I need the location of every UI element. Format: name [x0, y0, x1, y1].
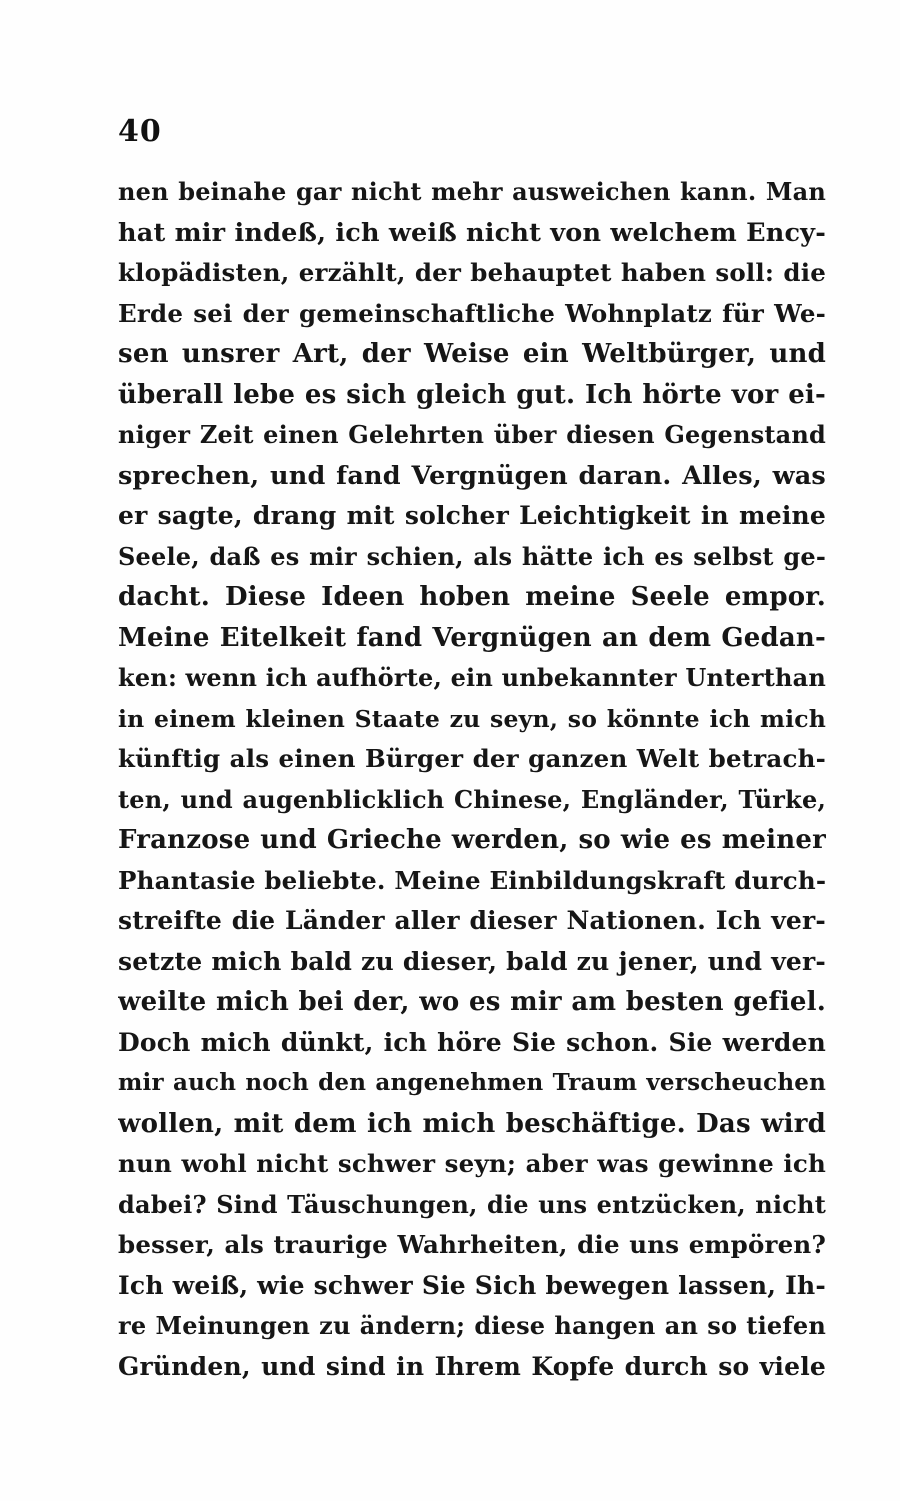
text-line: sprechen, und fand Vergnügen daran. Alles, was: [118, 460, 826, 491]
text-line: setzte mich bald zu dieser, bald zu jener, und ver-: [118, 946, 826, 976]
body-text: [118, 172, 826, 1387]
text-line: hat mir indeß, ich weiß nicht von welchem Ency-: [118, 217, 826, 248]
text-line: Seele, daß es mir schien, als hätte ich es selbst ge-: [118, 541, 826, 571]
text-line: streifte die Länder aller dieser Nationen. Ich ver-: [118, 906, 826, 935]
text-line: ten, und augenblicklich Chinese, Engländer, Türke,: [118, 784, 826, 814]
text-line: dacht. Diese Ideen hoben meine Seele empor.: [118, 582, 826, 612]
text-line: Franzose und Grieche werden, so wie es meiner: [118, 825, 826, 855]
text-line: Phantasie beliebte. Meine Einbildungskraft durch-: [118, 865, 826, 895]
text-line: dabei? Sind Täuschungen, die uns entzücken, nicht: [118, 1189, 826, 1219]
text-line: besser, als traurige Wahrheiten, die uns empören?: [118, 1230, 826, 1259]
text-line: re Meinungen zu ändern; diese hangen an so tiefen: [118, 1311, 826, 1340]
text-line: wollen, mit dem ich mich beschäftige. Das wird: [118, 1108, 826, 1139]
text-line: nen beinahe gar nicht mehr ausweichen kann. Man: [118, 177, 826, 206]
text-line: künftig als einen Bürger der ganzen Welt betrach-: [118, 744, 826, 773]
text-line: Ich weiß, wie schwer Sie Sich bewegen lassen, Ih-: [118, 1270, 826, 1300]
text-line: Gründen, und sind in Ihrem Kopfe durch so viele: [118, 1351, 826, 1381]
page-number: 40: [118, 114, 162, 149]
text-line: weilte mich bei der, wo es mir am besten gefiel.: [118, 987, 826, 1017]
text-line: Meine Eitelkeit fand Vergnügen an dem Gedan-: [118, 622, 826, 653]
text-line: Doch mich dünkt, ich höre Sie schon. Sie werden: [118, 1027, 826, 1057]
text-line: sen unsrer Art, der Weise ein Weltbürger, und: [118, 339, 826, 369]
text-line: ken: wenn ich aufhörte, ein unbekannter Unterthan: [118, 663, 826, 692]
text-line: klopädisten, erzählt, der behauptet haben soll: die: [118, 258, 826, 287]
text-line: er sagte, drang mit solcher Leichtigkeit in meine: [118, 501, 826, 530]
text-line: niger Zeit einen Gelehrten über diesen Gegenstand: [118, 420, 826, 449]
text-line: Erde sei der gemeinschaftliche Wohnplatz für We-: [118, 298, 826, 328]
text-line: überall lebe es sich gleich gut. Ich hörte vor ei-: [118, 379, 826, 410]
text-line: nun wohl nicht schwer seyn; aber was gewinne ich: [118, 1149, 826, 1178]
text-line: in einem kleinen Staate zu seyn, so könnte ich mich: [118, 704, 826, 733]
text-line: mir auch noch den angenehmen Traum verscheuchen: [118, 1069, 826, 1096]
